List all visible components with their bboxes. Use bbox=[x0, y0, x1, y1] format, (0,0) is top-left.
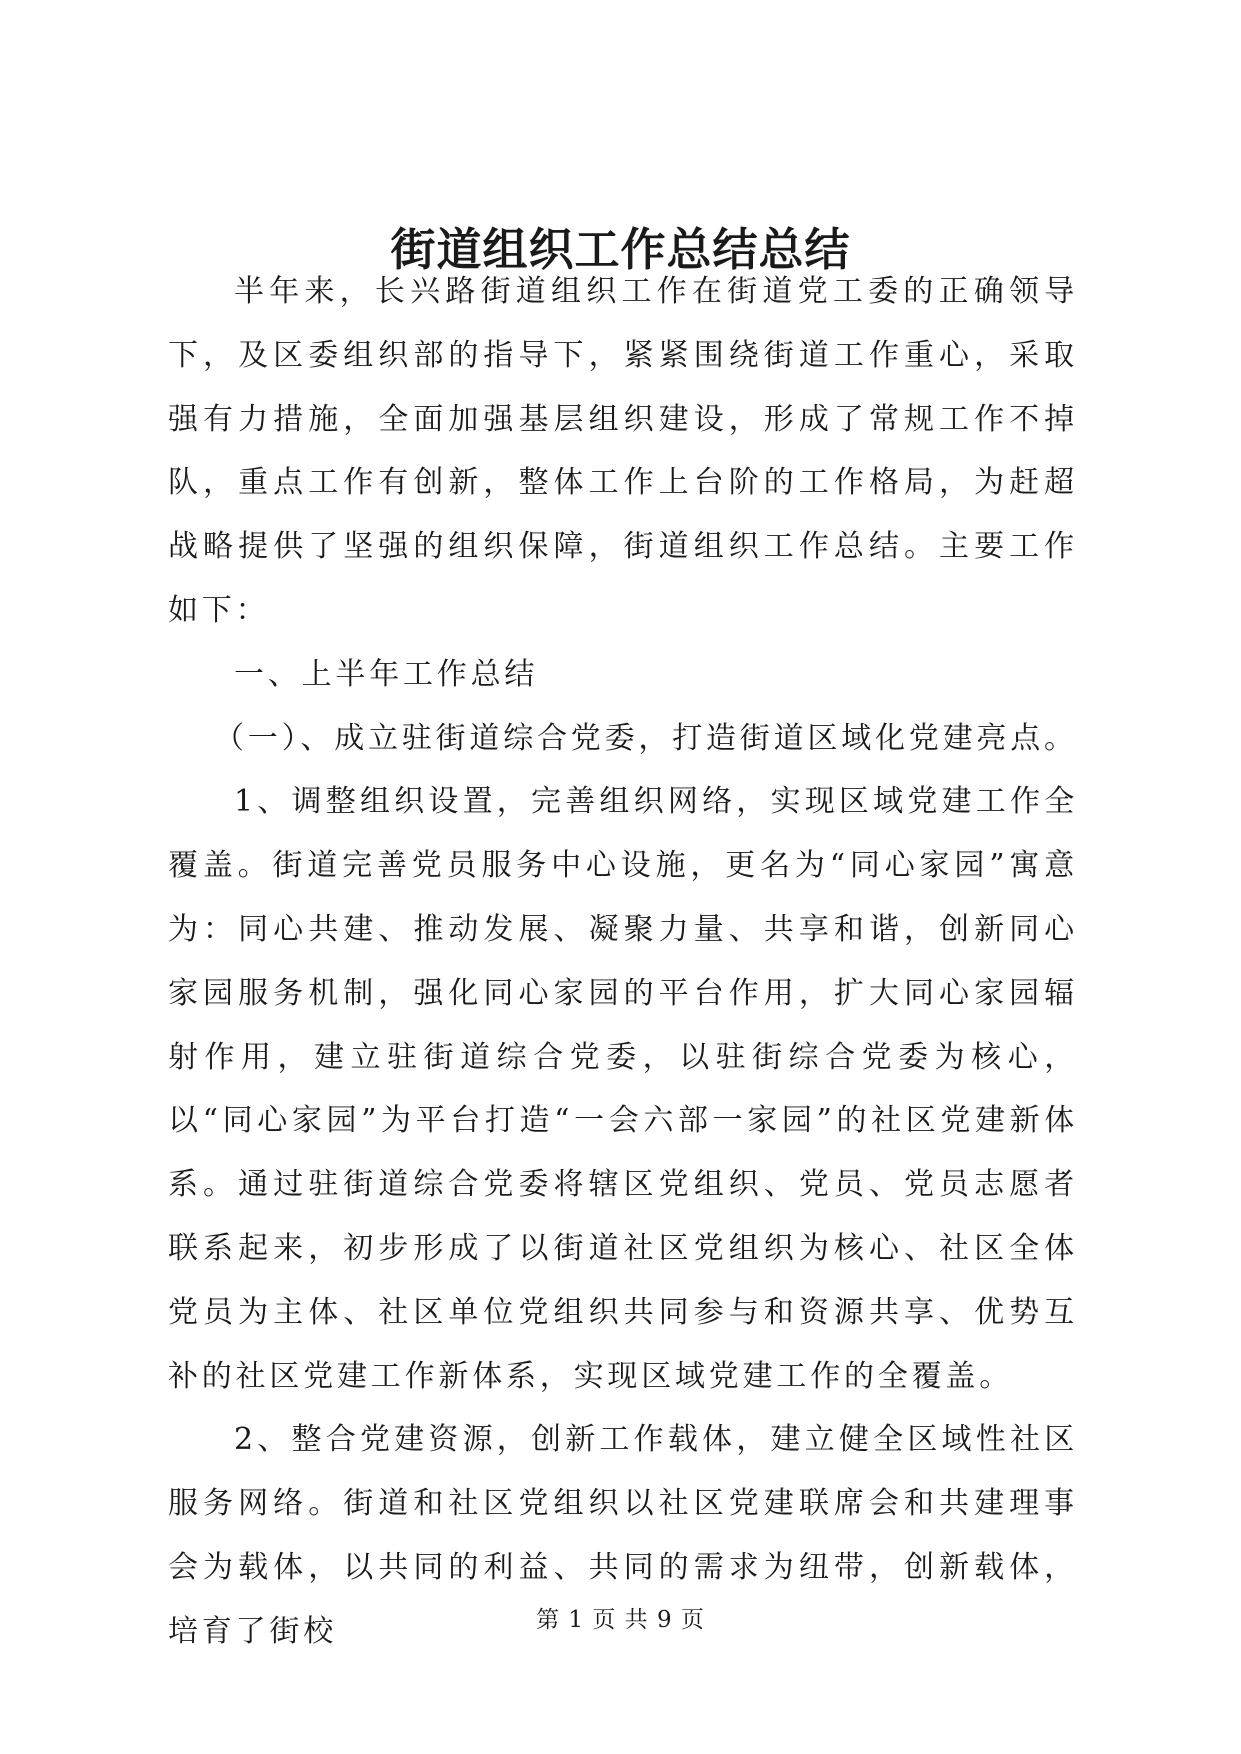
document-title: 街道组织工作总结总结 bbox=[390, 223, 851, 276]
page-number-footer: 第 1 页 共 9 页 bbox=[536, 1607, 705, 1633]
section-heading-1: 一、上半年工作总结 bbox=[234, 656, 539, 692]
subsection-heading-1: （一）、成立驻街道综合党委，打造街道区域化党建亮点。 bbox=[214, 720, 1078, 756]
paragraph-item-2: 2、整合党建资源，创新工作载体，建立健全区域性社区服务网络。街道和社区党组织以社区党建联席会和共建理事会为载体，以共同的利益、共同的需求为纽带，创新载体，培育了街校 bbox=[168, 1422, 1078, 1649]
paragraph-item-1: 1、调整组织设置，完善组织网络，实现区域党建工作全覆盖。街道完善党员服务中心设施，更名为“同心家园”寓意为：同心共建、推动发展、凝聚力量、共享和谐，创新同心家园服务机制，强化同心家园的平台作用，扩大同心家园辐射作用，建立驻街道综合党委，以驻街综合党委为核心，以“同心家园”为平台打造“一会六部一家园”的社区党建新体系。通过驻街道综合党委将辖区党组织、党员、党员志愿者联系起来，初步形成了以街道社区党组织为核心、社区全体党员为主体、社区单位党组织共同参与和资源共享、优势互补的社区党建工作新体系，实现区域党建工作的全覆盖。 bbox=[168, 784, 1078, 1394]
paragraph-intro: 半年来，长兴路街道组织工作在街道党工委的正确领导下，及区委组织部的指导下，紧紧围绕街道工作重心，采取强有力措施，全面加强基层组织建设，形成了常规工作不掉队，重点工作有创新，整体工作上台阶的工作格局，为赶超战略提供了坚强的组织保障，街道组织工作总结。主要工作如下： bbox=[168, 274, 1078, 628]
document-body bbox=[168, 260, 1078, 1664]
